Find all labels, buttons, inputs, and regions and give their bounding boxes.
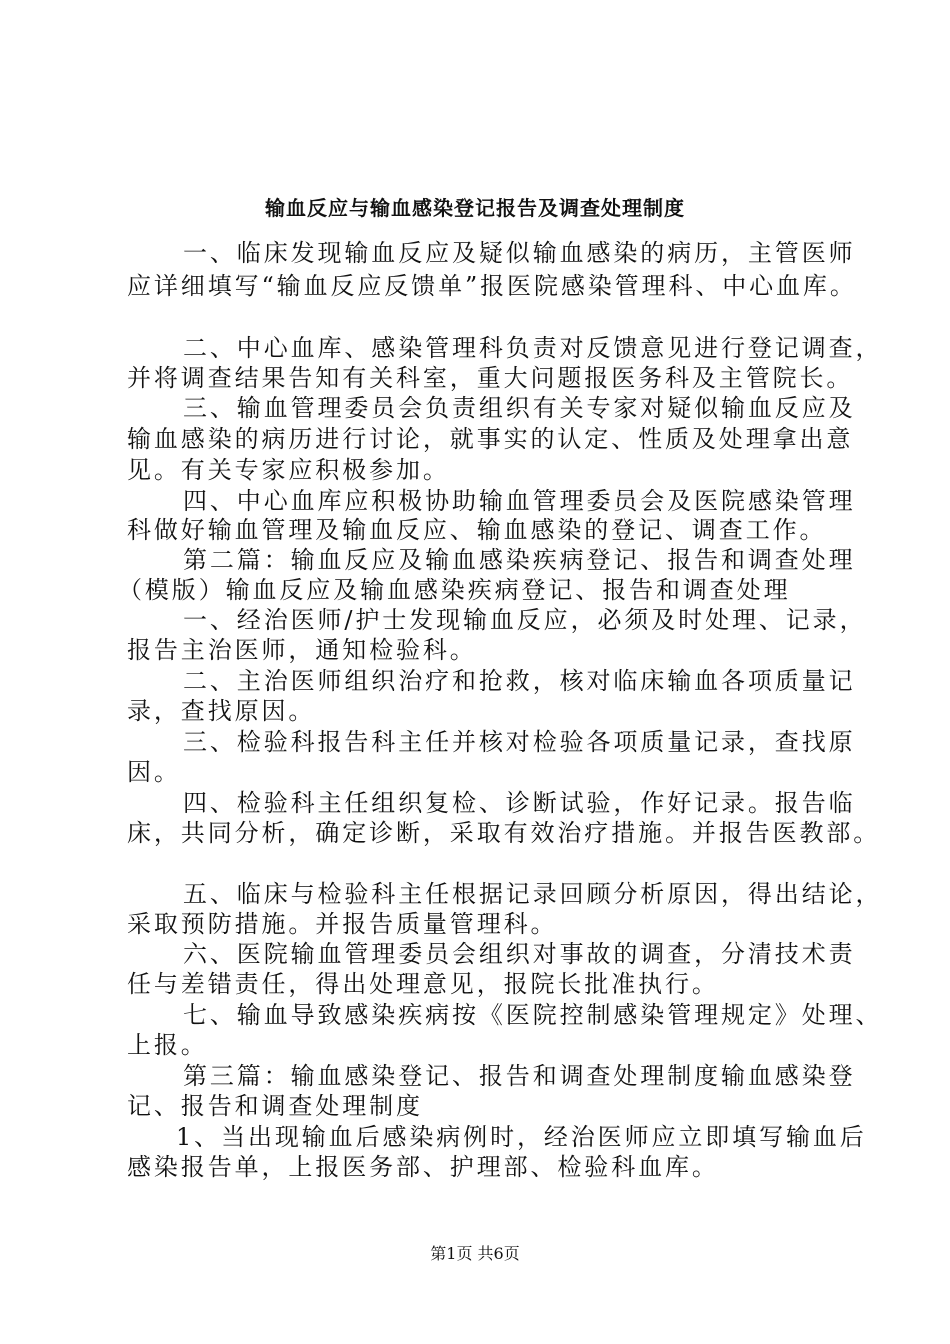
text-line: 输血感染的病历进行讨论，就事实的认定、性质及处理拿出意 (127, 425, 854, 453)
text-line: 一、临床发现输血反应及疑似输血感染的病历，主管医师 (183, 239, 856, 267)
text-line: 采取预防措施。并报告质量管理科。 (127, 910, 558, 938)
text-line: 七、输血导致感染疾病按《医院控制感染管理规定》处理、 (183, 1001, 883, 1029)
page-number-footer: 第1页 共6页 (430, 1244, 520, 1263)
text-line: 二、主治医师组织治疗和抢救，核对临床输血各项质量记 (183, 667, 856, 695)
text-line: 床，共同分析，确定诊断，采取有效治疗措施。并报告医教部。 (127, 819, 881, 847)
text-line: 感染报告单，上报医务部、护理部、检验科血库。 (127, 1153, 719, 1181)
text-line: 任与差错责任，得出处理意见，报院长批准执行。 (127, 970, 719, 998)
text-line: 录，查找原因。 (127, 697, 316, 725)
text-line: 1、当出现输血后感染病例时，经治医师应立即填写输血后 (176, 1123, 867, 1151)
text-line: 科做好输血管理及输血反应、输血感染的登记、调查工作。 (127, 516, 827, 544)
text-line: 见。有关专家应积极参加。 (127, 456, 450, 484)
text-line: 三、输血管理委员会负责组织有关专家对疑似输血反应及 (183, 394, 856, 422)
text-line: （模版）输血反应及输血感染疾病登记、报告和调查处理 (118, 576, 791, 604)
text-line: 因。 (127, 758, 181, 786)
text-line: 第二篇：输血反应及输血感染疾病登记、报告和调查处理 (183, 546, 856, 574)
text-line: 第三篇：输血感染登记、报告和调查处理制度输血感染登 (183, 1062, 856, 1090)
text-line: 并将调查结果告知有关科室，重大问题报医务科及主管院长。 (127, 364, 854, 392)
text-line: 二、中心血库、感染管理科负责对反馈意见进行登记调查， (183, 334, 883, 362)
text-line: 记、报告和调查处理制度 (127, 1092, 423, 1120)
text-line: 一、经治医师/护士发现输血反应，必须及时处理、记录， (183, 606, 867, 634)
text-line: 六、医院输血管理委员会组织对事故的调查，分清技术责 (183, 940, 856, 968)
text-line: 四、中心血库应积极协助输血管理委员会及医院感染管理 (183, 487, 856, 515)
text-line: 四、检验科主任组织复检、诊断试验，作好记录。报告临 (183, 789, 856, 817)
text-line: 应详细填写“输血反应反馈单”报医院感染管理科、中心血库。 (127, 272, 857, 300)
text-line: 报告主治医师，通知检验科。 (127, 636, 477, 664)
document-title: 输血反应与输血感染登记报告及调查处理制度 (265, 196, 685, 220)
text-line: 五、临床与检验科主任根据记录回顾分析原因，得出结论， (183, 880, 883, 908)
text-line: 上报。 (127, 1031, 208, 1059)
text-line: 三、检验科报告科主任并核对检验各项质量记录，查找原 (183, 728, 856, 756)
